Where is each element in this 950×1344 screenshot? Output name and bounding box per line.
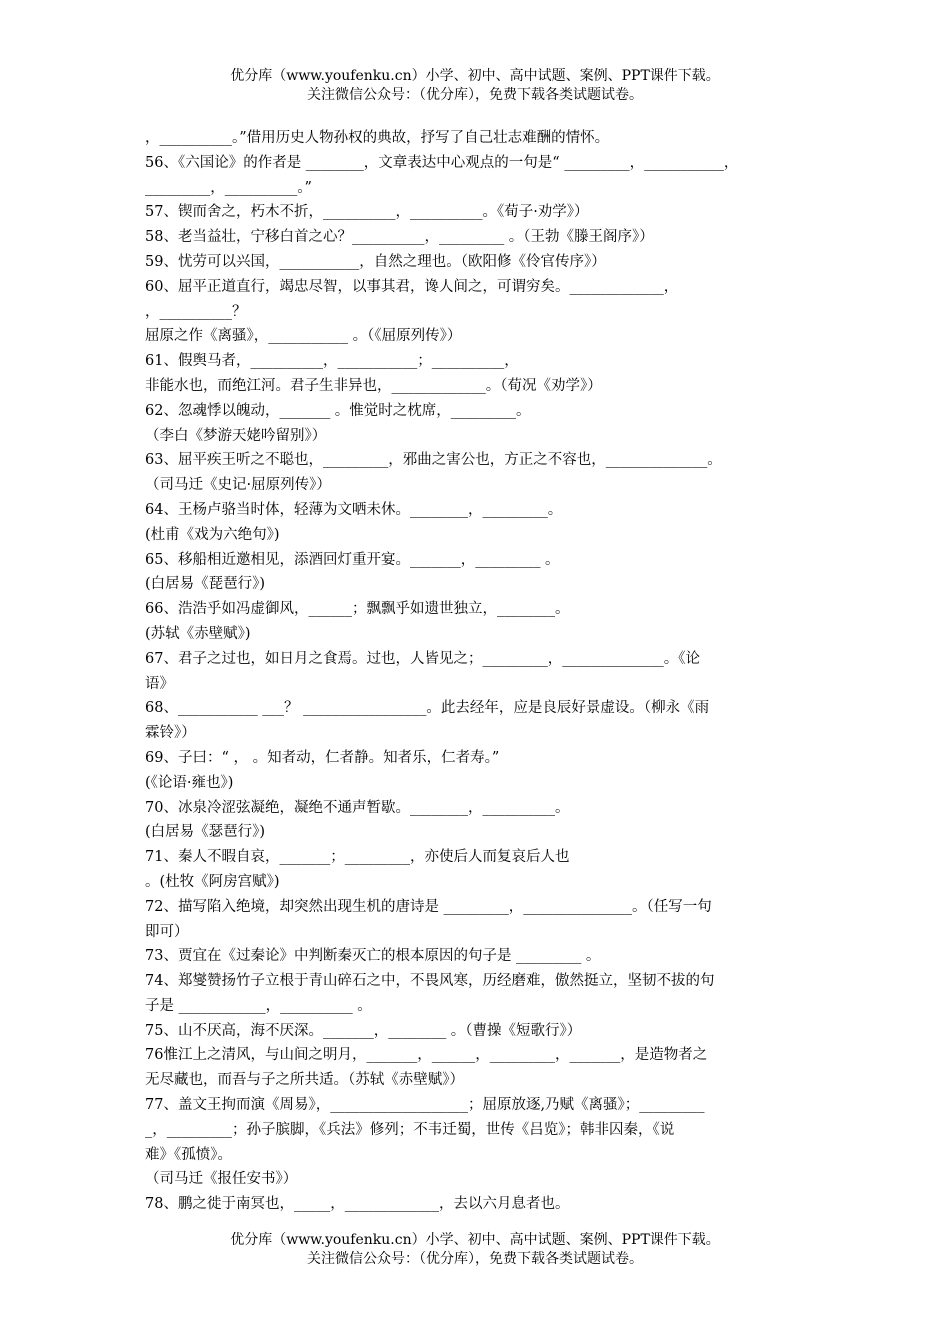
question-66: 66、浩浩乎如冯虚御风，______；飘飘乎如遗世独立，________。 bbox=[145, 601, 570, 618]
question-70: 70、冰泉冷涩弦凝绝，凝绝不通声暂歇。________，__________。 bbox=[145, 799, 570, 816]
question-76: 76惟江上之清风，与山间之明月，_______，______，_________，_______，是造物者之 bbox=[145, 1047, 708, 1064]
text-line: (白居易《瑟琶行》) bbox=[145, 824, 266, 841]
header-line-1: 优分库（www.youfenku.cn）小学、初中、高中试题、案例、PPT课件下载。 bbox=[230, 68, 720, 84]
text-line: _________，__________。” bbox=[145, 179, 312, 196]
question-65: 65、移船相近邀相见，添酒回灯重开宴。_______，_________ 。 bbox=[145, 551, 560, 568]
text-line: (苏轼《赤壁赋》) bbox=[145, 625, 251, 642]
question-72: 72、描写陷入绝境，却突然出现生机的唐诗是 _________，_______________。（任写一句 bbox=[145, 898, 712, 915]
question-60: 60、屈平正道直行，竭忠尽智，以事其君，谗人间之，可谓穷矣。_____________， bbox=[145, 278, 679, 295]
text-line: 语》 bbox=[145, 675, 174, 692]
question-77: 77、盖文王拘而演《周易》，___________________；屈原放逐,乃赋《离骚》；_________ bbox=[145, 1097, 705, 1114]
question-63: 63、屈平疾王听之不聪也，_________，邪曲之害公也，方正之不容也，______________。 bbox=[145, 452, 722, 469]
question-57: 57、锲而舍之，朽木不折，__________，__________。《荀子·劝学》） bbox=[145, 204, 589, 221]
header-line-2: 关注微信公众号：（优分库），免费下载各类试题试卷。 bbox=[307, 87, 643, 103]
text-line: （李白《梦游天姥吟留别》） bbox=[145, 427, 327, 444]
question-75: 75、山不厌高，海不厌深。_______，________ 。（曹操《短歌行》） bbox=[145, 1022, 582, 1039]
question-68: 68、___________ ___？ _________________。此去经年，应是良辰好景虚设。（柳永《雨 bbox=[145, 700, 710, 717]
question-61: 61、假舆马者，__________，___________；__________， bbox=[145, 353, 519, 370]
text-line: (《论语·雍也》) bbox=[145, 774, 234, 791]
text-line: 子是 ____________，__________ 。 bbox=[145, 997, 372, 1014]
question-58: 58、老当益壮，宁移白首之心？__________，_________ 。（王勃《滕王阁序》） bbox=[145, 229, 654, 246]
text-line: ，__________？ bbox=[145, 303, 247, 320]
text-line: 。(杜牧《阿房宫赋》) bbox=[145, 873, 280, 890]
text-line: 即可） bbox=[145, 923, 189, 940]
text-line: （司马迁《报任安书》） bbox=[145, 1171, 298, 1188]
text-line: 无尽藏也，而吾与子之所共适。（苏轼《赤壁赋》） bbox=[145, 1072, 464, 1089]
text-line: _，_________；孙子膑脚，《兵法》修列；不韦迁蜀，世传《吕览》；韩非囚秦，《说 bbox=[145, 1121, 675, 1138]
text-line: (白居易《琵琶行》) bbox=[145, 576, 266, 593]
text-line: 难》《孤愤》。 bbox=[145, 1146, 232, 1163]
text-line: ，__________。”借用历史人物孙权的典故，抒写了自己壮志难酬的情怀。 bbox=[145, 130, 610, 146]
question-56: 56、《六国论》的作者是 ________，文章表达中心观点的一句是“ _________，___________， bbox=[145, 154, 739, 171]
question-73: 73、贾宜在《过秦论》中判断秦灭亡的根本原因的句子是 _________ 。 bbox=[145, 948, 601, 965]
page-header bbox=[0, 67, 950, 105]
question-list bbox=[145, 126, 815, 1217]
question-62: 62、忽魂悸以魄动，_______ 。惟觉时之枕席，_________。 bbox=[145, 402, 531, 419]
question-74: 74、郑燮赞扬竹子立根于青山碎石之中，不畏风寒，历经磨难，傲然挺立，坚韧不拔的句 bbox=[145, 973, 715, 990]
text-line: 非能水也，而绝江河。君子生非异也，_____________。（荀况《劝学》） bbox=[145, 377, 602, 394]
text-line: 霖铃》） bbox=[145, 725, 196, 742]
question-59: 59、忧劳可以兴国，___________，自然之理也。（欧阳修《伶官传序》） bbox=[145, 253, 606, 270]
question-78: 78、鹏之徙于南冥也，_____，_____________，去以六月息者也。 bbox=[145, 1196, 570, 1213]
question-69: 69、子曰：“ ， 。知者动，仁者静。知者乐，仁者寿。” bbox=[145, 749, 500, 766]
footer-line-1: 优分库（www.youfenku.cn）小学、初中、高中试题、案例、PPT课件下载。 bbox=[230, 1232, 720, 1248]
question-71: 71、秦人不暇自哀，_______；_________，亦使后人而复哀后人也 bbox=[145, 849, 570, 866]
page-footer bbox=[0, 1231, 950, 1269]
question-67: 67、君子之过也，如日月之食焉。过也，人皆见之；_________，______________。《论 bbox=[145, 650, 700, 667]
question-64: 64、王杨卢骆当时体，轻薄为文哂未休。________，_________。 bbox=[145, 501, 563, 518]
text-line: （司马迁《史记·屈原列传》） bbox=[145, 477, 331, 494]
text-line: 屈原之作《离骚》，___________ 。（《屈原列传》） bbox=[145, 328, 462, 345]
footer-line-2: 关注微信公众号：（优分库），免费下载各类试题试卷。 bbox=[307, 1251, 643, 1267]
text-line: (杜甫《戏为六绝句》) bbox=[145, 526, 280, 543]
